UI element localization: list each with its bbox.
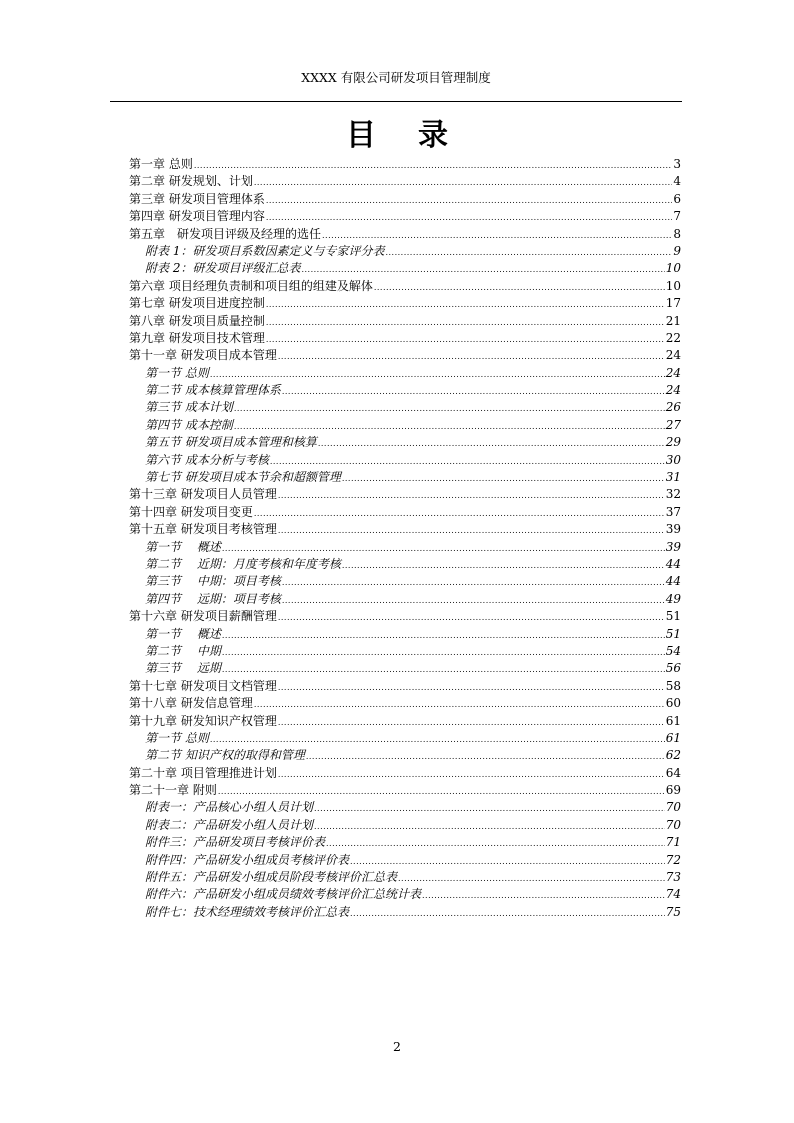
toc-entry-page: 44 [665,556,681,571]
toc-entry-page: 10 [665,278,681,293]
toc-entry[interactable] [129,765,681,782]
toc-entry-page: 74 [665,887,681,902]
toc-entry-label: 附件六：产品研发小组成员绩效考核评价汇总统计表 [145,887,422,902]
toc-entry-label: 附表 2：研发项目评级汇总表 [145,261,301,276]
page-header: XXXX 有限公司研发项目管理制度 [301,70,491,85]
toc-entry-page: 3 [673,157,681,171]
toc-entry-page: 39 [665,539,681,554]
toc-entry[interactable] [129,243,681,260]
toc-entry-label: 第三节 成本计划 [145,400,233,415]
toc-entry-label: 第四节 远期：项目考核 [145,591,281,606]
toc-dot-leader [278,522,665,539]
toc-dot-leader [278,766,665,783]
toc-dot-leader [254,505,665,522]
toc-entry-label: 第一节 总则 [145,730,209,745]
toc-entry-page: 72 [665,852,681,867]
toc-entry-page: 4 [673,174,681,189]
toc-entry[interactable] [129,539,681,556]
toc-dot-leader [222,540,665,557]
toc-entry-label: 附件四：产品研发小组成员考核评价表 [145,852,350,867]
toc-entry[interactable] [129,156,681,173]
toc-dot-leader [278,679,665,696]
toc-entry-page: 29 [665,435,681,450]
toc-entry-page: 24 [665,365,681,380]
toc-dot-leader [222,627,665,644]
toc-entry[interactable] [129,295,681,312]
toc-dot-leader [234,400,665,417]
toc-entry[interactable] [129,486,681,503]
toc-entry-page: 31 [665,470,681,485]
toc-entry[interactable] [129,399,681,416]
toc-entry-label: 第八章 研发项目质量控制 [129,313,265,328]
toc-dot-leader [266,331,665,348]
toc-entry-label: 第二节 知识产权的取得和管理 [145,748,305,763]
toc-entry-label: 第一章 总则 [129,157,193,171]
toc-dot-leader [314,818,665,835]
toc-entry-label: 第十三章 研发项目人员管理 [129,487,277,502]
toc-entry-label: 第十六章 研发项目薪酬管理 [129,609,277,624]
toc-title: 目录 [346,118,490,153]
toc-dot-leader [318,435,665,452]
toc-entry-page: 51 [665,626,681,641]
toc-entry-label: 第二章 研发规划、计划 [129,174,253,189]
toc-entry-page: 32 [665,487,681,502]
toc-entry[interactable] [129,330,681,347]
toc-entry-page: 9 [673,243,681,258]
toc-entry-page: 70 [665,800,681,815]
toc-dot-leader [218,783,665,800]
toc-entry[interactable] [129,695,681,712]
toc-entry-page: 26 [665,400,681,415]
toc-entry-label: 第二十一章 附则 [129,783,217,798]
toc-entry-label: 第五章 研发项目评级及经理的选任 [129,226,322,241]
toc-entry-page: 61 [665,730,681,745]
toc-dot-leader [270,453,665,470]
toc-entry[interactable] [129,713,681,730]
toc-entry[interactable] [129,226,681,243]
toc-entry[interactable] [129,817,681,834]
toc-entry[interactable] [129,434,681,451]
toc-entry-page: 70 [665,817,681,832]
toc-entry-label: 附表一：产品核心小组人员计划 [145,800,314,815]
toc-entry-label: 第四章 研发项目管理内容 [129,209,265,224]
toc-entry[interactable] [129,747,681,764]
toc-entry-page: 51 [665,609,681,624]
toc-entry-page: 21 [665,313,681,328]
toc-dot-leader [210,731,665,748]
toc-entry-label: 第四节 成本控制 [145,417,233,432]
toc-dot-leader [326,835,665,852]
toc-entry-page: 7 [673,209,681,224]
toc-dot-leader [210,366,665,383]
toc-entry-page: 30 [665,452,681,467]
toc-entry[interactable] [129,608,681,625]
toc-entry-label: 第二节 中期 [145,643,221,658]
toc-entry-page: 54 [665,643,681,658]
toc-entry[interactable] [129,208,681,225]
toc-entry-label: 第二节 成本核算管理体系 [145,383,281,398]
toc-dot-leader [266,192,673,209]
toc-dot-leader [374,279,665,296]
toc-dot-leader [282,383,665,400]
toc-entry-label: 第七节 研发项目成本节余和超额管理 [145,470,341,485]
toc-entry-label: 附表 1：研发项目系数因素定义与专家评分表 [145,243,385,258]
toc-entry[interactable] [129,886,681,903]
toc-entry-page: 62 [665,748,681,763]
toc-entry-label: 第二节 近期：月度考核和年度考核 [145,556,341,571]
toc-dot-leader [385,244,672,261]
toc-entry-label: 第一节 总则 [145,365,209,380]
toc-dot-leader [254,696,665,713]
toc-entry[interactable] [129,852,681,869]
toc-entry-page: 75 [665,904,681,919]
toc-dot-leader [306,748,665,765]
toc-entry[interactable] [129,191,681,208]
toc-entry-page: 24 [665,383,681,398]
toc-dot-leader [314,800,665,817]
toc-entry-page: 24 [665,348,681,363]
toc-dot-leader [322,227,672,244]
toc-entry-page: 69 [665,783,681,798]
toc-entry-page: 37 [665,504,681,519]
toc-dot-leader [350,905,665,922]
toc-entry-label: 附件七：技术经理绩效考核评价汇总表 [145,904,350,919]
toc-entry-label: 第七章 研发项目进度控制 [129,296,265,311]
toc-entry[interactable] [129,869,681,886]
toc-dot-leader [266,314,665,331]
toc-entry[interactable] [129,173,681,190]
table-of-contents [129,156,681,921]
toc-dot-leader [342,557,665,574]
toc-entry-label: 第十九章 研发知识产权管理 [129,713,277,728]
toc-entry-page: 8 [673,226,681,241]
toc-entry-label: 第三节 远期 [145,661,221,676]
toc-entry[interactable] [129,347,681,364]
toc-dot-leader [282,574,665,591]
toc-entry[interactable] [129,504,681,521]
toc-dot-leader [278,487,665,504]
toc-entry-page: 27 [665,417,681,432]
toc-dot-leader [234,418,665,435]
toc-entry-page: 61 [665,713,681,728]
header-divider [110,101,682,102]
toc-entry-page: 44 [665,574,681,589]
toc-dot-leader [254,174,673,191]
toc-entry[interactable] [129,382,681,399]
toc-dot-leader [266,296,665,313]
toc-entry[interactable] [129,730,681,747]
toc-entry[interactable] [129,452,681,469]
toc-entry-label: 第十八章 研发信息管理 [129,696,253,711]
toc-entry-label: 第六节 成本分析与考核 [145,452,269,467]
toc-entry-page: 60 [665,696,681,711]
toc-entry-page: 22 [665,330,681,345]
toc-entry[interactable] [129,591,681,608]
toc-dot-leader [222,644,665,661]
toc-entry-page: 73 [665,870,681,885]
toc-entry[interactable] [129,556,681,573]
toc-dot-leader [266,209,673,226]
toc-dot-leader [222,661,665,678]
toc-entry-label: 第十四章 研发项目变更 [129,504,253,519]
toc-dot-leader [342,470,665,487]
toc-entry[interactable] [129,365,681,382]
toc-entry[interactable] [129,799,681,816]
toc-entry-label: 第五节 研发项目成本管理和核算 [145,435,317,450]
toc-entry-label: 附件五：产品研发小组成员阶段考核评价汇总表 [145,870,398,885]
toc-entry-label: 第一节 概述 [145,539,221,554]
toc-dot-leader [350,853,665,870]
toc-entry-label: 附表二：产品研发小组人员计划 [145,817,314,832]
page-number: 2 [393,1039,401,1054]
toc-entry[interactable] [129,313,681,330]
toc-entry[interactable] [129,278,681,295]
toc-entry[interactable] [129,782,681,799]
toc-entry-page: 49 [665,591,681,606]
toc-entry[interactable] [129,904,681,921]
toc-entry[interactable] [129,260,681,277]
toc-entry-label: 第六章 项目经理负责制和项目组的组建及解体 [129,278,373,293]
toc-entry-page: 58 [665,678,681,693]
toc-entry[interactable] [129,521,681,538]
toc-entry-label: 附件三：产品研发项目考核评价表 [145,835,326,850]
toc-entry-label: 第三章 研发项目管理体系 [129,191,265,206]
toc-entry-label: 第十一章 研发项目成本管理 [129,348,277,363]
toc-entry-page: 39 [665,522,681,537]
toc-entry-label: 第三节 中期：项目考核 [145,574,281,589]
toc-entry-page: 10 [665,261,681,276]
toc-entry-page: 6 [673,191,681,206]
toc-entry-page: 17 [665,296,681,311]
toc-entry[interactable] [129,834,681,851]
toc-dot-leader [194,157,673,174]
toc-dot-leader [278,714,665,731]
toc-dot-leader [398,870,665,887]
toc-entry[interactable] [129,469,681,486]
toc-entry-label: 第十七章 研发项目文档管理 [129,678,277,693]
toc-entry[interactable] [129,573,681,590]
toc-entry-label: 第一节 概述 [145,626,221,641]
toc-entry-label: 第二十章 项目管理推进计划 [129,765,277,780]
toc-entry[interactable] [129,417,681,434]
toc-entry-label: 第十五章 研发项目考核管理 [129,522,277,537]
toc-dot-leader [278,609,665,626]
toc-dot-leader [278,348,665,365]
toc-entry-page: 56 [665,661,681,676]
toc-entry-label: 第九章 研发项目技术管理 [129,330,265,345]
toc-dot-leader [422,887,665,904]
toc-entry-page: 64 [665,765,681,780]
toc-entry[interactable] [129,643,681,660]
toc-entry[interactable] [129,678,681,695]
toc-entry[interactable] [129,660,681,677]
toc-dot-leader [301,261,664,278]
toc-dot-leader [282,592,665,609]
toc-entry[interactable] [129,626,681,643]
toc-entry-page: 71 [665,835,681,850]
